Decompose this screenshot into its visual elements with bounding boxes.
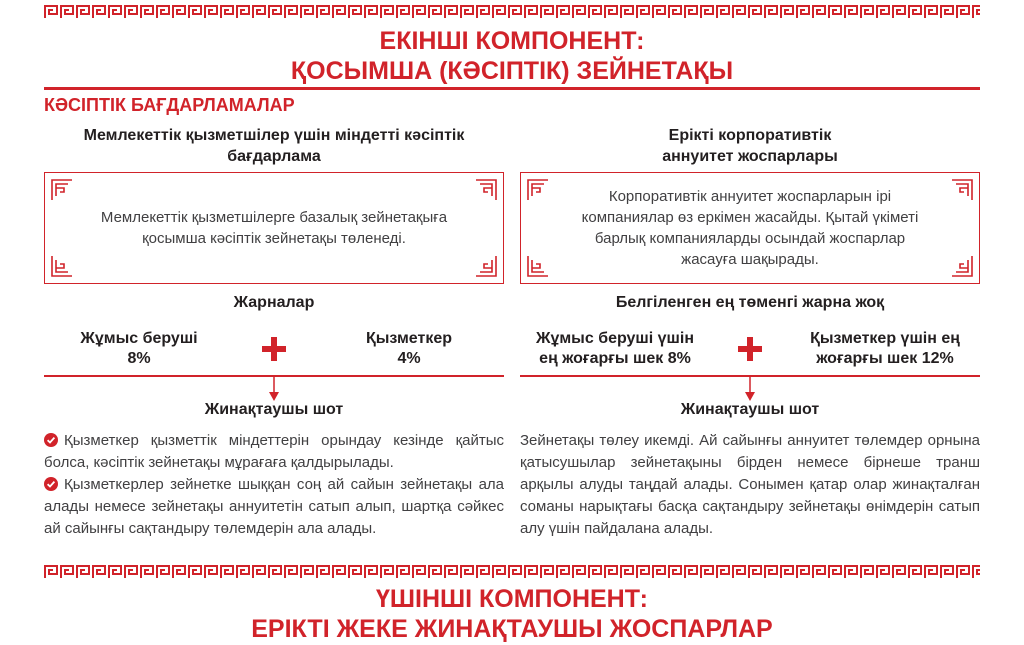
employee-label: Қызметкер үшін ең bbox=[810, 330, 960, 347]
bullet-text: Қызметкер қызметтік міндеттерін орындау кезінде қайтыс болса, кәсіптік зейнетақы мұрағаға қалдырылады. bbox=[44, 432, 504, 471]
corner-ornament-icon bbox=[51, 179, 73, 201]
check-circle-icon bbox=[44, 433, 58, 447]
down-arrow-icon bbox=[266, 376, 282, 402]
employer-label: Жұмыс беруші үшін bbox=[535, 330, 694, 347]
program-description: Мемлекеттік қызметшілерге базалық зейнетақыға қосымша кәсіптік зейнетақы төленеді. bbox=[100, 209, 448, 247]
employer-value: 8% bbox=[127, 350, 151, 367]
program-description-box bbox=[44, 172, 504, 284]
contributions-title: Белгіленген ең төменгі жарна жоқ bbox=[615, 294, 885, 311]
employee-label: Қызметкер bbox=[365, 330, 453, 347]
payout-paragraph: Зейнетақы төлеу икемді. Ай сайынғы аннуитет төлемдер орнына қатысушылар зейнетақыны бірден немесе бірнеше транш арқылы алуды таңдай алады. Сонымен қатар олар жинақталған соманы нарықтағы басқа сақтандыру зейнетақы өнімдерін сатып алу үшін пайдалана алады. bbox=[520, 432, 980, 537]
list-item bbox=[44, 474, 504, 540]
corner-ornament-icon bbox=[951, 255, 973, 277]
corner-ornament-icon bbox=[951, 179, 973, 201]
employer-contribution bbox=[44, 329, 234, 369]
employee-contribution bbox=[790, 329, 980, 369]
list-item bbox=[44, 430, 504, 474]
corner-ornament-icon bbox=[51, 255, 73, 277]
accumulation-account-title: Жинақтаушы шот bbox=[680, 401, 820, 418]
corner-ornament-icon bbox=[527, 179, 549, 201]
employee-value: жоғарғы шек 12% bbox=[816, 350, 954, 367]
program-title-line-1: Ерікті корпоративтік bbox=[668, 127, 832, 144]
program-description-box bbox=[520, 172, 980, 284]
heading-line-1: ЕКІНШІ КОМПОНЕНТ: bbox=[379, 27, 645, 55]
program-description: Корпоративтік аннуитет жоспарларын ірі компаниялар өз еркімен жасайды. Қытай үкіметі барлық компанияларды осындай жоспарлар жасауға шақырады. bbox=[581, 188, 919, 268]
corporate-annuity-column bbox=[520, 0, 980, 560]
meander-border-bottom bbox=[44, 563, 980, 579]
heading-line-2: ЕРІКТІ ЖЕКЕ ЖИНАҚТАУШЫ ЖОСПАРЛАР bbox=[251, 615, 773, 643]
heading-line-2: ҚОСЫМША (КӘСІПТІК) ЗЕЙНЕТАҚЫ bbox=[290, 57, 734, 85]
employee-value: 4% bbox=[397, 350, 421, 367]
mandatory-program-column bbox=[44, 0, 504, 560]
accumulation-account-title: Жинақтаушы шот bbox=[204, 401, 344, 418]
down-arrow-icon bbox=[742, 376, 758, 402]
corner-ornament-icon bbox=[527, 255, 549, 277]
bullet-text: Қызметкерлер зейнетке шыққан соң ай сайын зейнетақы ала алады немесе зейнетақы аннуитетін сатып алып, шартқа сәйкес ай сайынғы сақтандыру төлемдерін ала алады. bbox=[44, 476, 504, 537]
program-title: Мемлекеттік қызметшілер үшін міндетті кәсіптік бағдарлама bbox=[83, 127, 465, 165]
heading-line-1: ҮШІНШІ КОМПОНЕНТ: bbox=[375, 585, 649, 613]
program-title bbox=[520, 125, 980, 167]
employer-contribution bbox=[520, 329, 710, 369]
program-title-line-2: аннуитет жоспарлары bbox=[662, 148, 838, 165]
benefit-bullets bbox=[44, 430, 504, 540]
component-three-heading bbox=[0, 584, 1024, 644]
employer-value: ең жоғарғы шек 8% bbox=[539, 350, 691, 367]
plus-icon bbox=[735, 334, 765, 364]
plus-icon bbox=[259, 334, 289, 364]
corner-ornament-icon bbox=[475, 255, 497, 277]
corner-ornament-icon bbox=[475, 179, 497, 201]
employee-contribution bbox=[314, 329, 504, 369]
section-title: КӘСІПТІК БАҒДАРЛАМАЛАР bbox=[44, 95, 295, 115]
contributions-title: Жарналар bbox=[233, 294, 315, 311]
employer-label: Жұмыс беруші bbox=[80, 330, 198, 347]
check-circle-icon bbox=[44, 477, 58, 491]
